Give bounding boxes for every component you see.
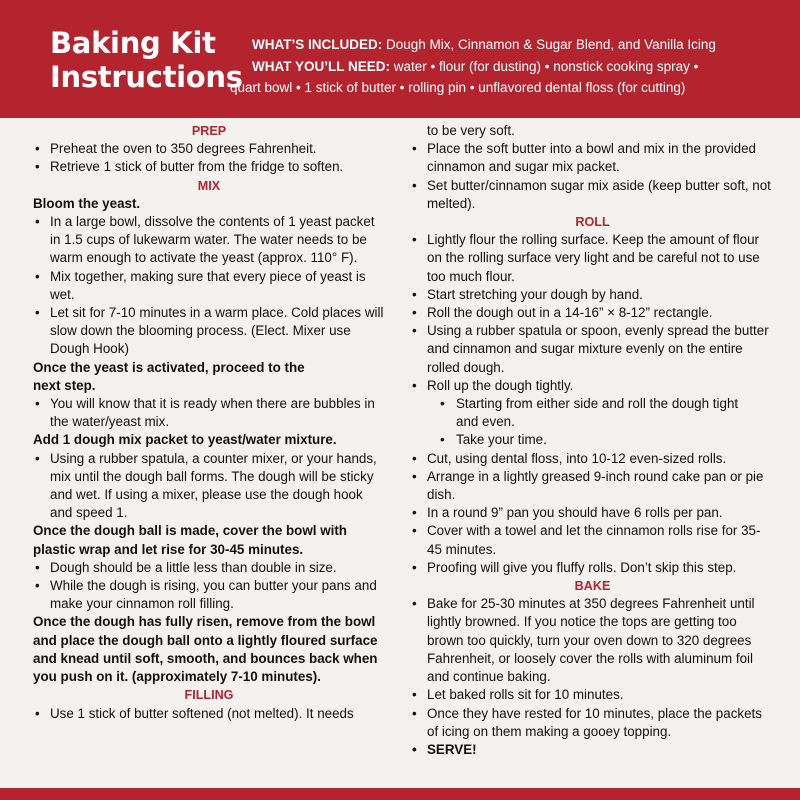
- list-item: • Dough should be a little less than double in size.: [33, 559, 385, 577]
- mix-heading: MIX: [197, 178, 221, 193]
- list-item-continued: to be very soft.: [427, 123, 515, 138]
- title-line-2: Instructions: [50, 60, 243, 94]
- step-heading: Add 1 dough mix packet to yeast/water mixture.: [33, 432, 337, 448]
- list-item: • Set butter/cinnamon sugar mix aside (keep butter soft, not melted).: [410, 177, 775, 213]
- list-item: • Arrange in a lightly greased 9-inch round cake pan or pie dish.: [410, 468, 775, 504]
- filling-heading: FILLING: [184, 688, 234, 703]
- sub-list-item: • Take your time.: [410, 431, 775, 449]
- list-item: • Let baked rolls sit for 10 minutes.: [410, 686, 775, 704]
- prep-heading: PREP: [191, 124, 227, 138]
- list-item: • Cover with a towel and let the cinnamon rolls rise for 35-45 minutes.: [410, 522, 775, 558]
- need-text: water • flour (for dusting) • nonstick cooking spray •: [393, 58, 699, 74]
- list-item: • Cut, using dental floss, into 10-12 even-sized rolls.: [410, 450, 775, 468]
- left-column: [33, 122, 385, 723]
- list-item: • Mix together, making sure that every piece of yeast is wet.: [33, 268, 385, 304]
- included-label: WHAT’S INCLUDED:: [252, 37, 383, 52]
- list-item: • Let sit for 7-10 minutes in a warm place. Cold places will slow down the blooming process. (Elect. Mixer use Dough Hook): [33, 304, 385, 359]
- step-heading: Once the dough ball is made, cover the bowl with plastic wrap and let rise for 30-45 minutes.: [33, 523, 347, 557]
- list-item: • Retrieve 1 stick of butter from the fridge to soften.: [33, 158, 385, 176]
- need-text-2: quart bowl • 1 stick of butter • rolling pin • unflavored dental floss (for cutting): [230, 80, 686, 95]
- list-item: • Using a rubber spatula or spoon, evenly spread the butter and cinnamon and sugar mixture evenly on the entire rolled dough.: [410, 322, 775, 377]
- list-item: • Start stretching your dough by hand.: [410, 286, 775, 304]
- list-item: • Roll the dough out in a 14-16” × 8-12” rectangle.: [410, 304, 775, 322]
- right-column: [410, 122, 775, 759]
- serve-item: • SERVE!: [410, 741, 775, 759]
- list-item: • Proofing will give you fluffy rolls. Don’t skip this step.: [410, 559, 775, 577]
- included-text: Dough Mix, Cinnamon & Sugar Blend, and Vanilla Icing: [386, 37, 716, 52]
- step-heading: Once the yeast is activated, proceed to the next step.: [33, 359, 305, 393]
- list-item: • You will know that it is ready when there are bubbles in the water/yeast mix.: [33, 395, 385, 431]
- list-item: • Bake for 25-30 minutes at 350 degrees Fahrenheit until lightly browned. If you notice the tops are getting too brown too quickly, turn your oven down to 320 degrees Fahrenheit, or loosely cover the rolls with aluminum foil and continue baking.: [410, 595, 775, 686]
- roll-heading: ROLL: [575, 215, 610, 230]
- title-line-1: Baking Kit: [50, 26, 216, 60]
- list-item: • Using a rubber spatula, a counter mixer, or your hands, mix until the dough ball forms. The dough will be sticky and wet. If using a mixer, please use the dough hook and speed 1.: [33, 450, 385, 523]
- sub-list-item: • Starting from either side and roll the dough tight and even.: [410, 395, 746, 431]
- step-heading: Once the dough has fully risen, remove from the bowl and place the dough ball onto a lightly floured surface and knead until soft, smooth, and bounces back when you push on it. (approximately 7-10 minutes).: [33, 614, 378, 685]
- list-item: • Place the soft butter into a bowl and mix in the provided cinnamon and sugar mix packet.: [410, 140, 775, 176]
- kit-contents: [230, 34, 782, 99]
- list-item: • Roll up the dough tightly.: [410, 377, 775, 395]
- list-item: • In a round 9” pan you should have 6 rolls per pan.: [410, 504, 775, 522]
- list-item: • In a large bowl, dissolve the contents of 1 yeast packet in 1.5 cups of lukewarm water. The water needs to be warm enough to activate the yeast (approx. 110° F).: [33, 213, 385, 268]
- page-title: [50, 26, 243, 94]
- list-item: • Once they have rested for 10 minutes, place the packets of icing on them making a gooey topping.: [410, 705, 775, 741]
- bake-heading: BAKE: [574, 579, 611, 594]
- included-line: [252, 34, 782, 56]
- header-banner: [0, 0, 800, 118]
- need-label: WHAT YOU’LL NEED:: [252, 58, 390, 74]
- list-item: • Lightly flour the rolling surface. Keep the amount of flour on the rolling surface very light and be careful not to use too much flour.: [410, 231, 775, 286]
- list-item: • Preheat the oven to 350 degrees Fahrenheit.: [33, 140, 385, 158]
- step-heading: Bloom the yeast.: [33, 195, 141, 211]
- list-item: • Use 1 stick of butter softened (not melted). It needs: [33, 705, 385, 723]
- need-line: [252, 56, 782, 78]
- bottom-strip: [0, 788, 800, 800]
- list-item: • While the dough is rising, you can butter your pans and make your cinnamon roll filling.: [33, 577, 385, 613]
